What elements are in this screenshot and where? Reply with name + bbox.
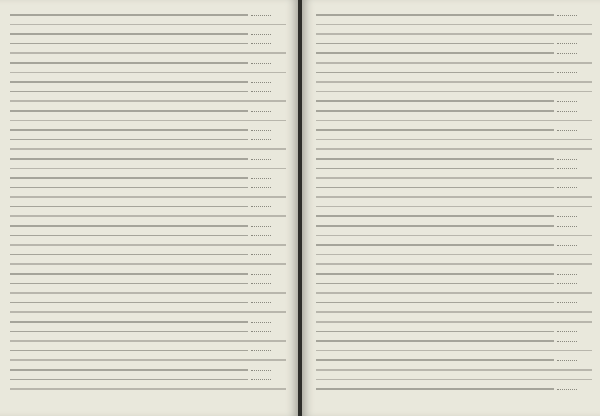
toc-entry-line — [316, 277, 592, 287]
toc-entry-line — [10, 152, 286, 162]
toc-entry-line — [10, 200, 286, 210]
toc-entry-text — [316, 302, 554, 304]
toc-entry-line — [10, 257, 286, 267]
dot-leader — [557, 53, 577, 54]
toc-entry-text — [10, 292, 286, 294]
toc-entry-line — [10, 344, 286, 354]
toc-entry-text — [10, 177, 248, 179]
toc-entry-line — [10, 85, 286, 95]
toc-entry-line — [316, 171, 592, 181]
toc-entry-text — [316, 369, 592, 371]
dot-leader — [557, 226, 577, 227]
toc-entry-line — [316, 142, 592, 152]
toc-entry-line — [10, 123, 286, 133]
toc-entry-text — [316, 158, 554, 160]
toc-entry-line — [10, 238, 286, 248]
toc-entry-line — [10, 46, 286, 56]
toc-entry-text — [316, 52, 554, 54]
toc-entry-line — [316, 181, 592, 191]
toc-entry-text — [10, 91, 248, 93]
toc-entry-text — [10, 14, 248, 16]
dot-leader — [251, 274, 271, 275]
toc-entry-line — [10, 171, 286, 181]
dot-leader — [251, 91, 271, 92]
toc-entry-text — [316, 350, 592, 352]
toc-entry-text — [10, 254, 248, 256]
dot-leader — [251, 206, 271, 207]
dot-leader — [251, 302, 271, 303]
dot-leader — [557, 111, 577, 112]
toc-entry-line — [10, 267, 286, 277]
toc-entry-text — [316, 24, 592, 26]
toc-entry-text — [316, 120, 592, 122]
dot-leader — [557, 43, 577, 44]
dot-leader — [251, 130, 271, 131]
toc-entry-text — [316, 110, 554, 112]
dot-leader — [251, 139, 271, 140]
toc-entry-line — [316, 94, 592, 104]
dot-leader — [557, 274, 577, 275]
toc-entry-text — [10, 369, 248, 371]
dot-leader — [251, 322, 271, 323]
dot-leader — [251, 379, 271, 380]
dot-leader — [557, 168, 577, 169]
toc-entry-text — [10, 388, 286, 390]
dot-leader — [251, 178, 271, 179]
toc-entry-text — [10, 110, 248, 112]
toc-entry-text — [10, 379, 248, 381]
dot-leader — [251, 350, 271, 351]
toc-entry-text — [316, 139, 592, 141]
toc-entry-line — [316, 315, 592, 325]
toc-entry-line — [316, 152, 592, 162]
toc-entry-text — [316, 148, 592, 150]
toc-entry-text — [316, 235, 592, 237]
toc-entry-text — [10, 24, 286, 26]
toc-entry-text — [316, 379, 592, 381]
toc-entry-line — [10, 296, 286, 306]
toc-entry-text — [316, 225, 554, 227]
dot-leader — [251, 226, 271, 227]
toc-entry-text — [10, 206, 248, 208]
toc-entry-text — [10, 158, 248, 160]
toc-entry-text — [316, 244, 554, 246]
toc-entry-text — [316, 129, 554, 131]
dot-leader — [557, 302, 577, 303]
toc-entry-line — [316, 18, 592, 28]
toc-entry-text — [10, 196, 286, 198]
toc-entry-line — [10, 66, 286, 76]
toc-entry-line — [316, 219, 592, 229]
toc-entry-line — [316, 257, 592, 267]
toc-entry-line — [10, 353, 286, 363]
toc-entry-text — [10, 81, 248, 83]
dot-leader — [251, 34, 271, 35]
toc-entry-text — [10, 244, 286, 246]
dot-leader — [557, 360, 577, 361]
toc-entry-line — [10, 104, 286, 114]
toc-entry-text — [10, 72, 286, 74]
toc-entry-line — [10, 56, 286, 66]
toc-entry-text — [10, 52, 286, 54]
toc-entry-text — [316, 206, 592, 208]
toc-entry-line — [316, 46, 592, 56]
toc-entry-text — [316, 215, 554, 217]
dot-leader — [251, 111, 271, 112]
dot-leader — [557, 283, 577, 284]
toc-entry-text — [316, 100, 554, 102]
toc-entry-text — [316, 43, 554, 45]
toc-entry-text — [10, 359, 286, 361]
toc-entry-text — [316, 263, 592, 265]
toc-entry-text — [316, 196, 592, 198]
toc-entry-text — [10, 148, 286, 150]
toc-entry-line — [316, 27, 592, 37]
dot-leader — [251, 187, 271, 188]
toc-entry-line — [10, 37, 286, 47]
dot-leader — [557, 341, 577, 342]
dot-leader — [557, 101, 577, 102]
dot-leader — [557, 187, 577, 188]
toc-entry-text — [316, 359, 554, 361]
toc-entry-line — [10, 315, 286, 325]
dot-leader — [557, 331, 577, 332]
toc-entry-text — [10, 321, 248, 323]
toc-entry-text — [10, 235, 248, 237]
toc-entry-text — [316, 321, 592, 323]
toc-entry-line — [316, 363, 592, 373]
toc-entry-line — [10, 133, 286, 143]
toc-entry-line — [10, 209, 286, 219]
toc-entry-line — [316, 104, 592, 114]
toc-entry-text — [316, 331, 554, 333]
dot-leader — [251, 159, 271, 160]
toc-entry-text — [10, 331, 248, 333]
toc-entry-line — [10, 94, 286, 104]
toc-entry-line — [316, 325, 592, 335]
dot-leader — [251, 331, 271, 332]
toc-entry-line — [316, 353, 592, 363]
dot-leader — [557, 159, 577, 160]
left-page-contents — [10, 8, 286, 396]
toc-entry-text — [10, 62, 248, 64]
toc-entry-line — [316, 238, 592, 248]
dot-leader — [557, 72, 577, 73]
toc-entry-line — [10, 162, 286, 172]
toc-entry-line — [316, 190, 592, 200]
toc-entry-text — [316, 311, 592, 313]
toc-entry-line — [10, 373, 286, 383]
toc-entry-line — [316, 75, 592, 85]
dot-leader — [557, 130, 577, 131]
toc-entry-text — [10, 187, 248, 189]
toc-entry-line — [10, 190, 286, 200]
toc-entry-line — [316, 296, 592, 306]
toc-entry-text — [316, 177, 592, 179]
dot-leader — [251, 370, 271, 371]
toc-entry-line — [10, 382, 286, 392]
toc-entry-text — [316, 81, 592, 83]
toc-entry-text — [316, 62, 592, 64]
toc-entry-line — [10, 229, 286, 239]
toc-entry-text — [316, 273, 554, 275]
toc-entry-line — [10, 363, 286, 373]
dot-leader — [557, 216, 577, 217]
toc-entry-text — [316, 283, 554, 285]
toc-entry-line — [316, 85, 592, 95]
toc-entry-text — [316, 33, 592, 35]
toc-entry-line — [316, 123, 592, 133]
toc-entry-line — [316, 373, 592, 383]
toc-entry-line — [316, 334, 592, 344]
dot-leader — [251, 283, 271, 284]
right-page — [302, 0, 600, 416]
toc-entry-line — [316, 248, 592, 258]
dot-leader — [251, 254, 271, 255]
dot-leader — [557, 245, 577, 246]
toc-entry-line — [10, 248, 286, 258]
toc-entry-text — [10, 43, 248, 45]
dot-leader — [251, 235, 271, 236]
toc-entry-text — [10, 340, 286, 342]
toc-entry-text — [10, 139, 248, 141]
right-page-contents — [316, 8, 592, 396]
dot-leader — [251, 63, 271, 64]
toc-entry-line — [10, 277, 286, 287]
toc-entry-line — [316, 286, 592, 296]
toc-entry-line — [316, 133, 592, 143]
toc-entry-text — [10, 33, 248, 35]
toc-entry-text — [10, 215, 286, 217]
toc-entry-text — [10, 273, 248, 275]
dot-leader — [557, 389, 577, 390]
toc-entry-line — [316, 56, 592, 66]
dot-leader — [251, 43, 271, 44]
dot-leader — [251, 15, 271, 16]
toc-entry-text — [316, 14, 554, 16]
toc-entry-line — [316, 382, 592, 392]
toc-entry-line — [10, 18, 286, 28]
toc-entry-text — [10, 350, 248, 352]
toc-entry-text — [10, 225, 248, 227]
toc-entry-text — [10, 129, 248, 131]
toc-entry-text — [316, 72, 554, 74]
toc-entry-text — [316, 292, 592, 294]
toc-entry-line — [316, 8, 592, 18]
toc-entry-text — [316, 168, 554, 170]
toc-entry-line — [316, 305, 592, 315]
toc-entry-text — [10, 120, 286, 122]
toc-entry-line — [316, 114, 592, 124]
toc-entry-text — [316, 388, 554, 390]
toc-entry-text — [10, 311, 286, 313]
toc-entry-text — [10, 263, 286, 265]
toc-entry-line — [10, 334, 286, 344]
toc-entry-line — [10, 27, 286, 37]
toc-entry-line — [10, 286, 286, 296]
toc-entry-line — [10, 219, 286, 229]
toc-entry-text — [316, 187, 554, 189]
toc-entry-line — [316, 209, 592, 219]
toc-entry-line — [10, 114, 286, 124]
dot-leader — [557, 15, 577, 16]
toc-entry-text — [316, 254, 592, 256]
toc-entry-text — [316, 91, 592, 93]
toc-entry-line — [10, 75, 286, 85]
toc-entry-line — [10, 305, 286, 315]
toc-entry-line — [316, 37, 592, 47]
toc-entry-line — [10, 142, 286, 152]
toc-entry-line — [316, 344, 592, 354]
toc-entry-text — [10, 283, 248, 285]
toc-entry-line — [10, 181, 286, 191]
toc-entry-text — [10, 302, 248, 304]
toc-entry-text — [10, 168, 286, 170]
left-page — [0, 0, 298, 416]
toc-entry-line — [316, 267, 592, 277]
toc-entry-line — [10, 325, 286, 335]
dot-leader — [251, 82, 271, 83]
toc-entry-line — [316, 229, 592, 239]
toc-entry-line — [10, 8, 286, 18]
toc-entry-text — [10, 100, 286, 102]
toc-entry-line — [316, 162, 592, 172]
toc-entry-line — [316, 200, 592, 210]
toc-entry-line — [316, 66, 592, 76]
toc-entry-text — [316, 340, 554, 342]
